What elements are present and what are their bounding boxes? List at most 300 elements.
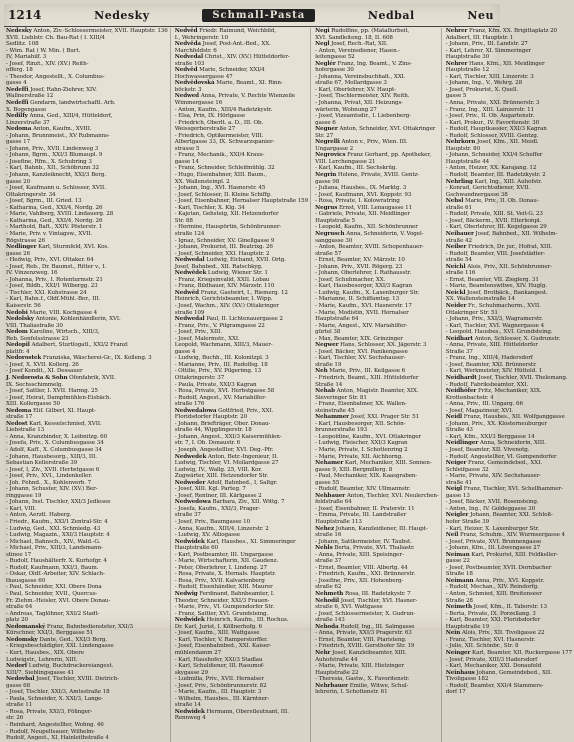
- entry-text: gasse 55: [315, 479, 340, 486]
- entry-surname: Nedlinger: [6, 244, 37, 251]
- entry-surname: Neickl: [445, 289, 466, 296]
- entry-text: - Karl, Oberlehrer, XV. Haupt-: [315, 86, 396, 93]
- entry-text: - Anton, Vereinsdiener, Hasen.-: [315, 47, 401, 54]
- entry-text: - Paul, Schneider, XVII., Quercus-: [6, 591, 98, 598]
- entry-text: thausgasse 60: [6, 577, 46, 584]
- entry-surname: Nedilfy: [6, 113, 28, 120]
- entry-surname: Neil: [445, 532, 459, 539]
- entry-text: - Berta, Private, IX. Porzellang. 3: [445, 610, 536, 617]
- entry-text: Anna, Private, V. Rechte Wienzeile: [200, 93, 295, 100]
- entry-surname: Nehls: [315, 545, 333, 552]
- entry-text: Anna, Ged., XIII/4, Hütteldorf,: [29, 113, 113, 120]
- entry-text: - Ernst, Beamter, VIII. Piaristeng.: [315, 636, 407, 643]
- entry-text: - Johann, Sattlermeister, IV. Taubst.: [315, 538, 412, 545]
- right-guide-term: Nedbal: [367, 8, 415, 22]
- entry-text: Str. 27: [315, 132, 334, 139]
- entry-text: Karl, Mechaniker, XIII. Sonnen-: [344, 460, 432, 467]
- entry-text: - Rudolf, Haushälterfr. X. Kurhofgr. 4: [6, 558, 107, 565]
- entry-text: Heinrich, Kaufm., III. Rochus.: [206, 617, 289, 624]
- entry-surname: Nehbauer: [315, 492, 346, 499]
- entry-text: - Karl, Schuldiener, III. Rasumof-: [174, 663, 265, 670]
- entry-text: straße 44, Wipplingerstr. 18: [174, 427, 252, 434]
- entry-text: Josef, Kfm., XII. Meidl.: [476, 139, 539, 146]
- entry-text: - Josef, Schneider, XXI. Hauptstr. 2: [174, 250, 270, 257]
- entry-text: Karoline, Wirtsch., XIII/3,: [29, 329, 100, 336]
- entry-surname: Neiman: [445, 551, 470, 558]
- entry-text: - Marie, Private, XII. Aichhorng.: [315, 453, 403, 460]
- entry-text: - Josef, Beamter, XII. Vivenotg.: [445, 447, 530, 453]
- entry-text: - Julie, XII. Schönbr., Str. 8: [445, 643, 519, 650]
- entry-text: Hans, Kfm., XII. Meidlinger: [469, 60, 545, 67]
- entry-text: I., Wehringerstr. 10: [174, 34, 228, 41]
- entry-text: straße 176: [174, 401, 205, 408]
- entry-text: - Franz, Kriegsinvalid, XXII. Lobau: [174, 276, 270, 283]
- entry-surname: Nedwig: [174, 591, 198, 598]
- entry-text: - Anna, Private, XIII. Hütteldorfer: [445, 342, 538, 349]
- entry-text: - Ernst, Beamter, XV. Märzstr. 10: [315, 257, 405, 264]
- entry-surname: Neh: [315, 368, 328, 375]
- entry-text: Hauptstraße 12: [445, 67, 490, 74]
- entry-text: - Josef, Priv., Schönbrunnerstr. 82: [174, 682, 267, 689]
- entry-text: gasse 98: [315, 178, 340, 185]
- entry-text: Heinrich, Gerichtsbeamter, I. Wipp.: [174, 296, 273, 303]
- entry-text: - Johann, Inst. Tischler, XXI/3 Jedlesee: [6, 499, 111, 506]
- entry-text: - Josef, Kaufmann u. Schlosser, XVII.: [6, 185, 106, 192]
- entry-surname: Negrelli: [315, 139, 340, 146]
- entry-text: Josef, Rech.-Rat, XII.: [331, 41, 388, 48]
- entry-text: Marie, Schneider, XXI/4: [199, 67, 265, 74]
- entry-text: Wimmergasse 16: [174, 100, 223, 107]
- entry-text: Gendarm, landwirtschaftl. Arb.: [30, 100, 116, 107]
- entry-surname: Nedwidek: [174, 617, 205, 624]
- entry-text: - Johann, Schuster, XIV. (XV.) Ber-: [6, 486, 98, 493]
- entry-text: Sedlitz. 108: [6, 41, 39, 48]
- entry-text: gasse 9, XIII. Bergmillerg. 8: [315, 466, 393, 473]
- entry-text: Ludwig, Eichamt, XVII. Ortg.: [206, 257, 286, 264]
- entry-text: straße 37: [315, 558, 342, 565]
- page-header: [4, 4, 500, 27]
- entry-text: Straße 18: [445, 571, 473, 578]
- entry-text: - Josef, Magazineur, XVI.: [445, 407, 513, 414]
- entry-surname: Neiger: [445, 460, 467, 467]
- entry-text: Theodor, Schneider, XXI/3 Frauen-: [174, 597, 270, 604]
- entry-text: - Karl, Mechaniker, XXI. Donaufeld: [445, 663, 542, 670]
- entry-text: Franz, Bahnbediensteter, XXI/3: [46, 623, 133, 630]
- entry-text: straße 64: [6, 604, 33, 611]
- column-1: [6, 28, 171, 742]
- entry-text: - Johanna, Privat, XII. Heizungs-: [315, 100, 404, 107]
- entry-surname: Nedvěd: [174, 28, 198, 34]
- entry-text: - Wilhelm, Hausbes., III. Kärntner-: [174, 695, 270, 702]
- entry-surname: Negrin: [315, 172, 337, 179]
- entry-text: straße 17: [6, 414, 33, 421]
- advertisement-banner: Schmall-Pasta: [202, 9, 315, 22]
- entry-text: - Hedwig, Priv., XVI. Ottaker. 64: [6, 257, 94, 264]
- right-guide-note: Neu: [467, 8, 494, 22]
- entry-text: Hauptstraße 60: [174, 545, 219, 552]
- entry-text: Reb. Sonfelsstrasse 23: [6, 335, 69, 342]
- entry-text: - Johann, Priv., III. Landstr. 27: [445, 41, 528, 48]
- entry-text: - Karl, Postbeamter, III. Ungargasse: [174, 551, 274, 558]
- entry-text: - Johann, Priv., XVII. Lindenweg 3: [6, 145, 99, 152]
- column-2: [175, 28, 311, 742]
- entry-text: - Johanna, Vereinsbuchhalt., XXI.: [315, 73, 406, 80]
- entry-surname: Nedesky: [6, 28, 32, 34]
- entry-text: gasse 14: [174, 158, 199, 165]
- entry-text: Josef, Brotbäck., Bankangest.: [467, 289, 548, 296]
- entry-text: ringgasse 19: [6, 492, 42, 499]
- entry-text: Josef, Bahnbed., XII. Ratschkyg.: [174, 263, 263, 270]
- entry-text: - Karl, Hausbesorger, XII. Schön-: [315, 420, 406, 427]
- entry-text: straße 61: [445, 204, 472, 211]
- entry-surname: Nedoma: [6, 126, 32, 133]
- entry-text: - Marthold, Baft., XXIV. Pösterstr. 1: [6, 224, 103, 231]
- entry-text: - Anna, Private, XXI/3 Pragerstr. 63: [315, 630, 412, 637]
- entry-surname: Nedwědek: [174, 270, 207, 277]
- entry-text: - Juliana, Hausbes., IX. Marktg. 3: [315, 185, 407, 192]
- entry-text: gasse 68: [6, 682, 31, 689]
- entry-text: - Karl, Werkmeister, XIV. Hütteld. 1: [445, 368, 543, 375]
- entry-text: Berta, Private, XVI. Thaliastr.: [334, 545, 415, 552]
- entry-text: Friedr. Raimund, Weichbild,: [199, 28, 277, 34]
- entry-text: - Leopold, Hausbes., XVI. Grundsteing.: [445, 329, 553, 336]
- entry-text: Fr., Schuhmacherm., XVII.: [468, 302, 541, 309]
- entry-text: - Johann, Kanzleiknecht, XXI/3 Berg.: [6, 172, 107, 179]
- entry-surname: Nedvedal: [174, 54, 203, 61]
- entry-text: Karl, Kesselschmied, XVII.: [29, 420, 102, 427]
- entry-text: - Josef, Beamter, XXI. Brünnerstr.: [445, 361, 537, 368]
- entry-text: straße 124: [174, 230, 205, 237]
- entry-text: Rennweg 4: [174, 715, 206, 722]
- entry-text: - Josef, Eisenbahner, Hernalser Hauptstraße 159: [174, 198, 309, 205]
- entry-text: - Josef, Postbeamter, XVII. Dornbacher: [445, 564, 552, 571]
- entry-text: Adolf, Bahnbed., I, Saltgr.: [206, 479, 278, 486]
- entry-text: - Marie, Priv., VI. Gumpendorfer Str.: [174, 604, 275, 611]
- entry-text: - Josef, Tischler, XXI/3, Amtsstraße 18: [6, 689, 110, 696]
- entry-text: Marie, Priv., II. Ob. Donau-: [464, 198, 539, 205]
- entry-surname: Nehodil: [315, 597, 340, 604]
- entry-text: straße 16: [315, 532, 342, 539]
- entry-text: Kürschner, XXI/3, Berggasse 51: [6, 630, 94, 637]
- entry-surname: Nedwedalowa: [174, 407, 217, 414]
- entry-text: - Josef, Schlosser, II. Kleine Schiffg.: [174, 191, 272, 198]
- entry-text: - Marie, Private, XIV. Sechshauser-: [445, 473, 541, 480]
- entry-text: gasse 22: [445, 558, 470, 565]
- entry-text: Ofenfabrik, XVII.: [69, 374, 116, 381]
- entry-text: - Paula, Schneider, X. XXI/3, Lange-: [6, 695, 104, 702]
- entry-text: Hans, Schlosser, XX. Jägerstr. 3: [340, 342, 427, 349]
- entry-text: Hauptstraße 113: [315, 519, 362, 526]
- entry-text: - Kajetan, Gehsteig, XII. Hetzendorfer: [174, 211, 279, 218]
- entry-text: - Rosa, Private, XVI. Herbstgasse 58: [174, 388, 275, 395]
- entry-text: Rudolfine, pp. (Matallurbeit,: [331, 28, 410, 34]
- entry-surname: Nehoda: [315, 623, 339, 630]
- entry-text: Hauptstraße 19: [445, 623, 490, 630]
- entry-surname: Neichl: [445, 263, 466, 270]
- entry-text: - Karl, Tischler, V. Ramperstorffer.: [174, 636, 268, 643]
- entry-surname: Nedom: [6, 329, 28, 336]
- entry-text: Marie, Priv., III. Keilgasse 6: [329, 368, 406, 375]
- entry-text: Marie, Beamt., XI. Rinn-: [216, 80, 283, 87]
- entry-text: Hermann, Oberstleutnant, III.: [206, 708, 289, 715]
- entry-text: - Anton, Aerztl. Haberg.: [6, 512, 72, 519]
- entry-text: XX. Wallensteinpl. 2: [174, 178, 230, 185]
- entry-text: lehrerin, I. Schottenstr. 61: [315, 689, 388, 696]
- entry-text: Ludwig, Buchdruckereiangest.: [28, 663, 114, 670]
- entry-text: Weissgerberstraße 27: [174, 126, 236, 133]
- entry-text: - Johann, Ing., XVI. Hasnerstr. 45: [174, 185, 266, 192]
- entry-surname: Nein: [445, 630, 461, 637]
- directory-page: [4, 4, 572, 742]
- entry-text: - Andreas, Taglöhner, XXI/2 Stadt-: [6, 610, 100, 617]
- entry-text: Schleifgasse 32: [445, 466, 489, 473]
- entry-text: - Karl, Tischler, X. Klg. 34: [174, 204, 245, 211]
- entry-text: - Elsa, Prin, IX. Hörlgasse: [174, 113, 246, 120]
- entry-text: Straße 14: [315, 381, 343, 388]
- entry-text: - Friedrich, Optikermeister, VIII.: [174, 132, 264, 139]
- entry-text: - Karl, Kaufm., III. Sechskrüg.: [315, 165, 397, 172]
- entry-text: - Rudolf, Private, XIII. St. Veit-G. 23: [445, 211, 543, 218]
- entry-surname: Neinger: [445, 649, 471, 656]
- entry-text: Josef, Tischler, XVI. Hasner-: [340, 597, 418, 604]
- entry-text: Krottenbachstr. 4: [445, 394, 494, 401]
- entry-text: - Josef, Bildh., XXI/1 Wilbergg. 23: [6, 283, 98, 290]
- entry-text: - Johann, Prokurist, III. Beatrixg. 26: [174, 244, 273, 251]
- entry-text: - Josef, Priv., XVI., Lindenkeller.: [6, 473, 93, 480]
- entry-text: straße 19: [315, 361, 342, 368]
- entry-text: str. 7, I. Ob. Donaustr. 6: [174, 440, 241, 447]
- entry-text: - Josef, Kaufm., XIII. Wattgasse: [174, 630, 260, 637]
- entry-text: - Josef, Bgrm., III. Gried. 13: [6, 198, 82, 205]
- entry-surname: Nedwed: [174, 93, 199, 100]
- entry-text: gasse 13: [445, 492, 470, 499]
- entry-surname: Nedovbal: [6, 676, 35, 683]
- entry-text: Anton, Magistr. Beamter, XIX.: [336, 388, 419, 395]
- directory-entry: [175, 715, 308, 722]
- entry-text: Ludwig, IV., Wallg. 25, VIII. Kor.: [174, 466, 262, 473]
- entry-surname: Nedolsky: [6, 316, 34, 323]
- entry-text: hofergasse 30: [315, 67, 354, 74]
- entry-text: - Friedrich, Oberlt. a. D., III. Ob.: [174, 119, 264, 126]
- entry-surname: Neider: [445, 302, 467, 309]
- entry-text: - Josef, Schlossermeister, X. Gudrun-: [315, 610, 416, 617]
- entry-surname: Neidlinger: [445, 440, 479, 447]
- entry-surname: Nedorf: [6, 663, 28, 670]
- entry-text: - Josef, Vizeamtsdir., I. Liebenberg-: [315, 113, 411, 120]
- entry-text: Zugwärter, XIII. Hetzendorfer Str.: [174, 473, 269, 480]
- entry-text: Kaiserstr. 56: [6, 302, 41, 309]
- entry-text: straße 62: [315, 584, 342, 591]
- entry-text: - Franz, Ing., XIII. Lainzerstr. 11: [445, 106, 535, 113]
- entry-text: Paul, II. Lichtenauergasse 2: [206, 316, 283, 323]
- entry-text: - Karl, Hausbesorger, XXI/3 Kagran: [315, 283, 413, 290]
- entry-text: - Max, Beamter, XIX. Grinzinger: [315, 335, 403, 342]
- entry-text: IV. Vinzenzweg. 16: [6, 270, 58, 277]
- entry-text: - Karl, Oberlehrer, III. Kegelgasse 29: [445, 224, 547, 231]
- entry-surname: Nedoma: [6, 407, 32, 414]
- entry-text: Johann, Kanzleidiener, III. Haupt-: [335, 525, 428, 532]
- entry-text: Anna, Priv., XVI. Koppstr.: [475, 577, 545, 584]
- entry-surname: Nedwěd: [174, 289, 199, 296]
- entry-text: - Franz, Sattler, XVI. Grundsteing.: [174, 610, 269, 617]
- entry-text: Josef, Tischler, XVII. Thelemang.: [478, 374, 568, 381]
- entry-text: Gschwandnergasse 38: [445, 191, 508, 198]
- entry-text: - Rudolf, Kaufmann, XXI/3, Baum.: [6, 564, 99, 571]
- entry-text: - Josef, Private, XIII/3 Hadersdorf: [445, 656, 538, 663]
- entry-text: - Johann, Kfm., III. Löwengasse 27: [445, 545, 541, 552]
- entry-text: - Rosa, Private, X. Hernals. Hauptstr.: [174, 571, 276, 578]
- entry-text: feldstraße 64: [315, 499, 352, 506]
- entry-surname: Nehr: [315, 649, 331, 656]
- entry-text: Franziska, Wäscherei-Gr., IX. Kolleng. 3: [42, 355, 152, 362]
- entry-text: - Josef, Eisenbahner, II. Praterstr. 11: [315, 505, 415, 512]
- entry-text: XIII/7, Sieblingsgasse 41: [6, 669, 75, 676]
- entry-text: - Karl, Prokur., IV. Favoritenstr. 30: [445, 119, 540, 126]
- entry-text: Franz, Gastwirt, I., Riemerg. 12: [200, 289, 288, 296]
- entry-text: Franz, Ing. Beamt., V. Zins-: [337, 60, 412, 67]
- entry-text: VIII. Thaliastraße 30: [6, 322, 63, 329]
- entry-surname: Negi: [315, 28, 330, 34]
- entry-surname: Neimann: [445, 577, 474, 584]
- entry-text: Linzerstraße 37: [6, 119, 50, 126]
- entry-text: - Josef, Heirat, Dampfmühlen-Eisbäch.: [6, 394, 112, 401]
- entry-surname: Nehrbauer: [315, 682, 349, 689]
- entry-text: - Rudolf, Mechan., XIV. Reindorfg.: [445, 584, 539, 591]
- entry-surname: Nedomanský: [6, 623, 46, 630]
- entry-text: Karl, Beamter, XII. Ruckergasse 177: [472, 649, 572, 656]
- entry-text: - Anna, Private, XXI. Brünnerstr. 3: [445, 100, 540, 107]
- entry-text: XVI. Sandleiteng. 18, II. 608: [315, 34, 393, 41]
- entry-text: Sebastian Kellerstraße 39: [6, 460, 78, 467]
- entry-text: - Rosa, Private, XXI/3, Fölinger-: [6, 708, 93, 715]
- entry-text: steinstraße 45: [315, 407, 355, 414]
- entry-text: - Josef, Eisenbahnbed., XXI. Kaiser-: [174, 643, 272, 650]
- entry-text: Anton, Schneider, XVI. Ottakringer: [339, 126, 436, 133]
- entry-text: - Josefa, Priv., X. Columbusgasse 34: [6, 440, 104, 447]
- left-guide-term: Nedesky: [94, 8, 150, 22]
- entry-surname: Neigler: [445, 512, 469, 519]
- entry-text: - Marie, Priv. v. Vintagsw., XVII.: [6, 230, 93, 237]
- entry-text: - Kurt, Hausbes., XIX. Obere: [6, 649, 84, 656]
- entry-text: Hauptstraße 64: [315, 316, 359, 323]
- entry-text: Franz, Gemeindebed., XXI.: [468, 460, 542, 467]
- entry-text: gasse 4: [6, 80, 27, 87]
- entry-text: Friedrich, Dr. jur., Hofrat, XIII.: [468, 244, 552, 251]
- entry-text: - Karl, Bahnb., XII., Schöbrunn 32: [6, 165, 99, 172]
- entry-text: - Konrad, Gerichtsdiener, XVII.: [445, 185, 530, 192]
- entry-text: - Friedrich, Beamt., XIII. Hütteldorfer: [315, 374, 419, 381]
- entry-text: - Josef, Kaufmann, XVI. Koppstr. 93: [315, 191, 412, 198]
- entry-text: Emilie, Witwe, Schul-: [349, 682, 409, 689]
- entry-text: - Marianne, II. Schiffamtsg. 13: [315, 296, 400, 303]
- entry-text: Ottakringerstr. 37: [174, 374, 225, 381]
- entry-surname: Nehamer: [315, 460, 344, 467]
- directory-entry: [6, 735, 168, 742]
- entry-surname: Neigl: [445, 486, 463, 493]
- entry-text: Hauptstraße 5: [315, 217, 355, 224]
- entry-text: - Rudolf, Neupeltsauer, Wilhelm-: [6, 728, 96, 735]
- entry-text: Ludwigstr., Lehrerin, XIII.: [6, 656, 78, 663]
- entry-text: Franz, Tischler, XVI. Schellhammer-: [463, 486, 563, 493]
- entry-text: - Ignaz, Schneider, XV. Ginellgasse 9: [174, 237, 275, 244]
- entry-text: - Rosa, Priv., XVII. Kalvarienberg: [174, 577, 265, 584]
- entry-text: - Josefa, Kaufm., XXI/3, Prager-: [174, 505, 261, 512]
- entry-text: Anna, Schneiderin, XIII.: [479, 440, 546, 447]
- entry-text: - Josefine, Priv., XII. Hohenberg-: [315, 577, 404, 584]
- entry-text: - Karl, Tischler, XVI. Wagnergasse 4: [445, 322, 545, 329]
- entry-text: - Josef, Bäckerm., XVII. Elterleinpl.: [445, 217, 542, 224]
- entry-text: straße 54: [445, 257, 472, 264]
- entry-text: - Josef, Priv., II. Ob. Augartenstr.: [445, 113, 535, 120]
- entry-text: Anton, Betr.-Ingeniеur, II.: [207, 453, 278, 460]
- entry-surname: Nehrer: [445, 28, 468, 34]
- entry-text: - Ernst, Beamter, VIII. Albertg. 44: [315, 564, 408, 571]
- entry-text: gasse 20: [6, 178, 31, 185]
- entry-text: - Marie, Private, XIII. Hietzinger: [315, 663, 404, 670]
- entry-text: - Franz, Tischler, XVI. Hasnerstr.: [445, 636, 536, 643]
- entry-text: gasse 5: [445, 93, 467, 100]
- entry-text: Karl, Ing., XIII. Auhofstr.: [474, 178, 542, 185]
- entry-text: Josef, Tischler, XVIII. Dietrich-: [36, 676, 120, 683]
- entry-text: XIII. Kollergasse 50: [6, 401, 60, 408]
- entry-surname: Nehammer: [315, 414, 350, 421]
- entry-text: - Anton, Schmied, XIII. Breitenseer: [445, 591, 542, 598]
- entry-text: böckstr. 3: [174, 86, 202, 93]
- entry-text: Sieveringer Str. 81: [315, 394, 367, 401]
- entry-text: Christ., XIV. (XV.) Hütteldorfer-: [204, 54, 290, 61]
- entry-text: - Joh. Fehnd., X., Kohlenverb. 7: [6, 479, 92, 486]
- entry-text: Karl, Prokurist, XIII. Feldkeller-: [471, 551, 558, 558]
- entry-text: - Marie, Angest., XIV. Mariahilfer-: [315, 322, 408, 329]
- entry-text: - Joseph, Angestellter, XVI. Deg.-Pfr.: [174, 447, 274, 453]
- entry-text: - Johann, Priv., XVII. Rögerg. 23: [315, 263, 403, 270]
- entry-text: - Franz, Eisenbahner, XX. Wallen-: [315, 401, 407, 408]
- entry-text: - Anton, Beamter, XVIII. Schopenhauer-: [315, 244, 424, 251]
- entry-text: - Peter, Oberlehrer, I. Lindeng. 27: [174, 564, 267, 571]
- entry-text: - Michael, Priv., XIII/3, Landsmann-: [6, 545, 103, 552]
- entry-surname: Nedvěda: [174, 41, 201, 48]
- entry-text: Fritz, Mechaniker, XIX.: [477, 388, 542, 395]
- entry-text: - Franz, Bildhauer, XIV. Märzstr. 110: [174, 283, 275, 290]
- entry-text: Josef, XXI. Prager Str. 51: [350, 414, 419, 421]
- entry-text: - Josef, Rinzt., XIV. (XV.) Reith-: [6, 60, 89, 67]
- entry-text: - Rudolf, Beamter, XXI/4 Stammers-: [445, 682, 544, 689]
- entry-text: - Rudolf, Schlosser, XVIII. Gentzg.: [445, 132, 539, 139]
- column-4: [446, 28, 574, 742]
- entry-text: Anton, Kaufm., XVIII.: [32, 126, 92, 133]
- entry-text: - Ludwig, Ged., XXI. Schmiedg. 43: [6, 525, 101, 532]
- entry-text: Karl, Hausbes., XI. Simmeringer: [206, 538, 296, 545]
- entry-text: - Ottilie, Priv., XV. Pilgerimg. 13: [174, 368, 262, 375]
- entry-surname: Nedwedal: [174, 316, 205, 323]
- entry-text: Barbara, Ziv., XII. Wittg. 7: [212, 499, 285, 506]
- entry-text: - Josef Kondit., XI. Dessauer: [6, 368, 83, 375]
- entry-text: straße 67, Mollardgasse 3: [315, 80, 387, 87]
- entry-surname: Negner: [315, 126, 338, 133]
- entry-text: Josef, Post-Ant.-Bed., XX.: [202, 41, 271, 48]
- entry-text: Franz, Schuhm., XIV. Wurmsergasse 4: [459, 532, 565, 539]
- entry-text: - Leopold, Kaufm., XII. Schönbrunner: [315, 224, 418, 231]
- entry-text: XX. Wallensteinstraße 14: [445, 296, 515, 303]
- entry-text: str. 26: [6, 715, 24, 722]
- entry-text: Ottakringerstr. 34: [6, 191, 56, 198]
- entry-text: - Josef, Wachm., XIV. (XV.) Ottakringer: [174, 302, 279, 309]
- entry-text: - Friedrich, Kaufm., XXI. Brünnerstr.: [315, 571, 416, 578]
- entry-text: Marie, VIII. Kochgasse 4: [29, 309, 98, 316]
- entry-text: Straße 37: [445, 348, 473, 355]
- entry-text: - Adolf, Kaff., X. Columbusgasse 34: [6, 447, 102, 453]
- entry-text: Anna, Schneiderin, V. Vogel-: [346, 230, 424, 237]
